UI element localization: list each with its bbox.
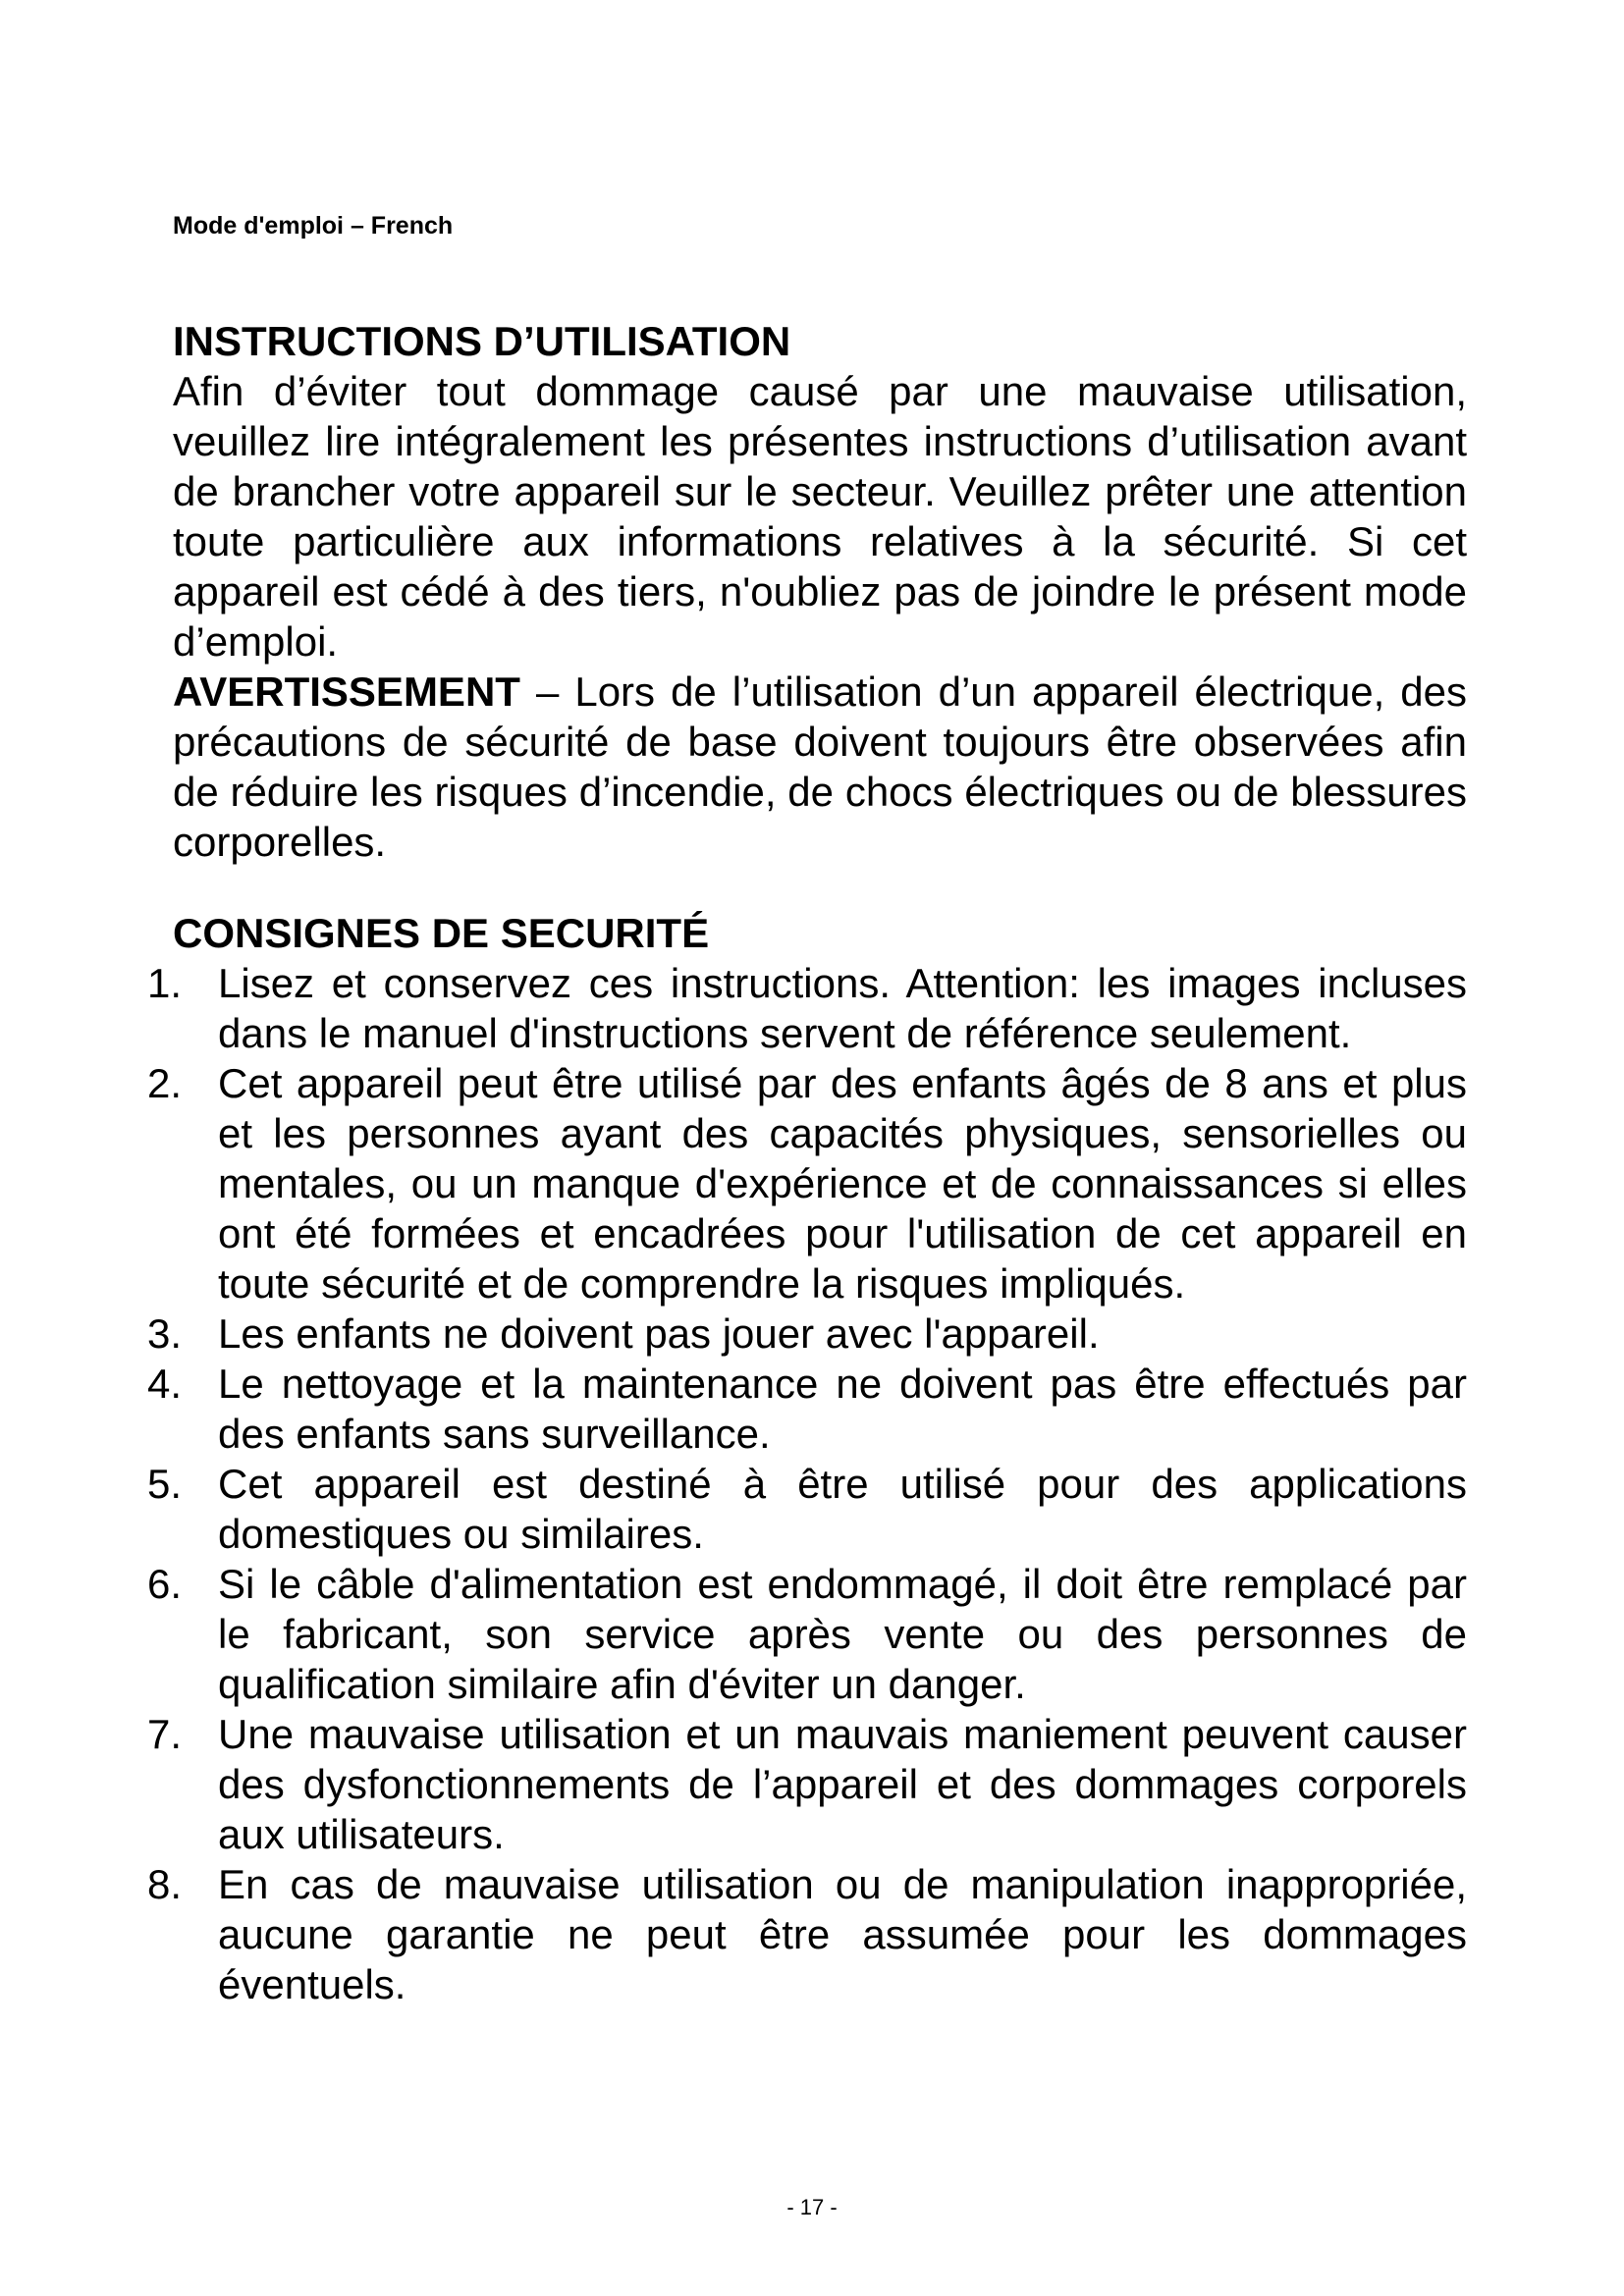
warning-paragraph [173,667,1467,867]
list-item-number: 3. [147,1310,183,1357]
list-item-text: Si le câble d'alimentation est endommagé, il doit être remplacé par le fabricant, son service après vente ou des personnes de qualification similaire afin d'éviter un danger. [218,1561,1467,1707]
list-item [147,1308,1467,1359]
list-item-text: Cet appareil est destiné à être utilisé pour des applications domestiques ou similaires. [218,1461,1467,1557]
list-item-text: Cet appareil peut être utilisé par des enfants âgés de 8 ans et plus et les personnes ayant des capacités physiques, sensorielles ou mentales, ou un manque d'expérience et de connaissances si elles ont été formées et encadrées pour l'utilisation de cet appareil en toute sécurité et de comprendre la risques impliqués. [218,1060,1467,1307]
list-item [147,1359,1467,1459]
list-item-text: Une mauvaise utilisation et un mauvais maniement peuvent causer des dysfonctionnements de l’appareil et des dommages corporels aux utilisateurs. [218,1711,1467,1857]
list-item [147,1559,1467,1709]
page-number: - 17 - [786,2195,838,2219]
list-item-text: Lisez et conservez ces instructions. Attention: les images incluses dans le manuel d'instructions servent de référence seulement. [218,960,1467,1056]
warning-label: AVERTISSEMENT [173,668,520,715]
instructions-paragraph: Afin d’éviter tout dommage causé par une mauvaise utilisation, veuillez lire intégralement les présentes instructions d’utilisation avant de brancher votre appareil sur le secteur. Veuillez prêter une attention toute particulière aux informations relatives à la sécurité. Si cet appareil est cédé à des tiers, n'oubliez pas de joindre le présent mode d’emploi. [173,368,1467,665]
page-content [147,316,1467,2009]
list-item-number: 6. [147,1561,183,1607]
list-item-number: 7. [147,1711,183,1757]
section-gap [173,867,1467,908]
list-item-number: 8. [147,1861,183,1907]
list-item [147,1709,1467,1859]
list-item-number: 5. [147,1461,183,1507]
list-item [147,1058,1467,1308]
list-item-text: En cas de mauvaise utilisation ou de manipulation inappropriée, aucune garantie ne peut être assumée pour les dommages éventuels. [218,1861,1467,2007]
page-header: Mode d'emploi – French [173,212,454,240]
list-item [147,958,1467,1058]
list-item [147,1459,1467,1559]
safety-title: CONSIGNES DE SECURITÉ [173,910,710,956]
list-item-number: 1. [147,960,183,1006]
instructions-title: INSTRUCTIONS D’UTILISATION [173,318,791,364]
list-item-number: 2. [147,1060,183,1106]
list-item-text: Les enfants ne doivent pas jouer avec l'appareil. [218,1310,1100,1357]
safety-list [147,958,1467,2009]
list-item-number: 4. [147,1361,183,1407]
list-item [147,1859,1467,2009]
list-item-text: Le nettoyage et la maintenance ne doivent pas être effectués par des enfants sans surveillance. [218,1361,1467,1457]
warning-text: – Lors de l’utilisation d’un appareil électrique, des précautions de sécurité de base doivent toujours être observées afin de réduire les risques d’incendie, de chocs électriques ou de blessures corporelles. [173,668,1467,865]
